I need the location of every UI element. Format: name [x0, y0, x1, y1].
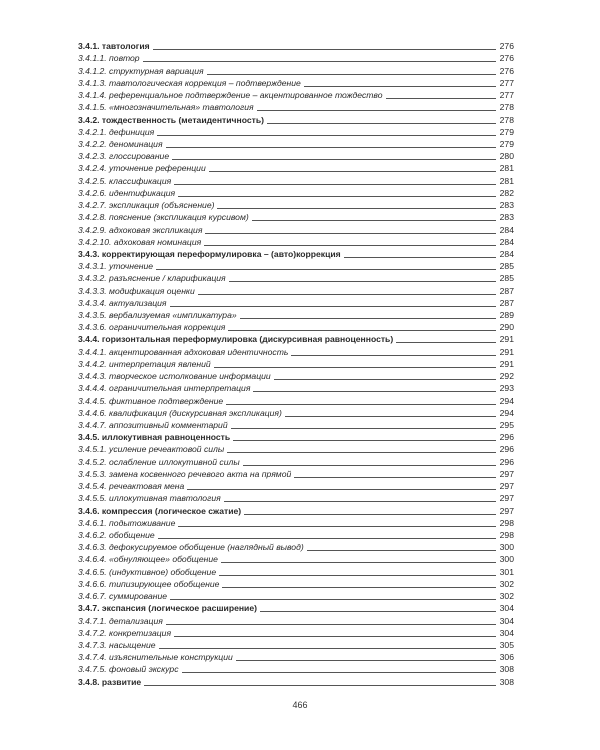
toc-subsection-entry: [78, 297, 514, 309]
toc-entry-label: 3.4.2.8. пояснение (экспликация курсивом): [78, 212, 249, 223]
toc-subsection-entry: [78, 382, 514, 394]
toc-leader-line: [252, 220, 496, 221]
toc-leader-line: [182, 672, 496, 673]
toc-entry-label: 3.4.1.5. «многозначительная» тавтология: [78, 102, 254, 113]
toc-subsection-entry: [78, 578, 514, 590]
toc-leader-line: [222, 587, 496, 588]
toc-subsection-entry: [78, 370, 514, 382]
toc-subsection-entry: [78, 480, 514, 492]
toc-subsection-entry: [78, 223, 514, 235]
toc-subsection-entry: [78, 284, 514, 296]
toc-entry-page: 298: [499, 517, 514, 528]
toc-subsection-entry: [78, 614, 514, 626]
toc-entry-page: 291: [499, 334, 514, 345]
toc-entry-label: 3.4.3.5. вербализуемая «импликатура»: [78, 310, 237, 321]
toc-entry-label: 3.4.3.6. ограничительная коррекция: [78, 322, 226, 333]
toc-subsection-entry: [78, 443, 514, 455]
toc-entry-page: 291: [499, 358, 514, 369]
toc-subsection-entry: [78, 89, 514, 101]
toc-entry-page: 296: [499, 444, 514, 455]
toc-section-entry: [78, 333, 514, 345]
toc-leader-line: [285, 416, 496, 417]
page-number: 466: [292, 700, 308, 710]
toc-leader-line: [386, 98, 496, 99]
toc-entry-label: 3.4.4. горизонтальная переформулировка (дискурсивная равноценность): [78, 334, 394, 345]
toc-leader-line: [226, 404, 496, 405]
toc-entry-page: 292: [499, 371, 514, 382]
toc-leader-line: [166, 624, 496, 625]
toc-subsection-entry: [78, 162, 514, 174]
toc-entry-label: 3.4.4.6. квалификация (дискурсивная экспликация): [78, 407, 282, 418]
toc-entry-label: 3.4.6. компрессия (логическое сжатие): [78, 505, 242, 516]
toc-subsection-entry: [78, 174, 514, 186]
toc-entry-page: 284: [499, 236, 514, 247]
toc-leader-line: [170, 306, 496, 307]
toc-entry-page: 304: [499, 627, 514, 638]
toc-subsection-entry: [78, 187, 514, 199]
toc-subsection-entry: [78, 150, 514, 162]
toc-leader-line: [144, 685, 496, 686]
toc-section-entry: [78, 431, 514, 443]
toc-entry-label: 3.4.1.3. тавтологическая коррекция – подтверждение: [78, 77, 301, 88]
toc-entry-label: 3.4.7.4. изъяснительные конструкции: [78, 652, 233, 663]
toc-leader-line: [304, 86, 496, 87]
toc-subsection-entry: [78, 455, 514, 467]
toc-subsection-entry: [78, 52, 514, 64]
toc-entry-page: 302: [499, 591, 514, 602]
toc-subsection-entry: [78, 529, 514, 541]
toc-entry-page: 297: [499, 468, 514, 479]
toc-entry-page: 306: [499, 652, 514, 663]
toc-leader-line: [207, 74, 496, 75]
toc-subsection-entry: [78, 468, 514, 480]
toc-entry-label: 3.4.7.3. насыщение: [78, 639, 156, 650]
toc-subsection-entry: [78, 565, 514, 577]
toc-entry-label: 3.4.6.3. дефокусируемое обобщение (наглядный вывод): [78, 542, 304, 553]
toc-subsection-entry: [78, 309, 514, 321]
toc-entry-label: 3.4.3.3. модификация оценки: [78, 285, 195, 296]
toc-entry-label: 3.4.2.7. экспликация (объяснение): [78, 200, 215, 211]
toc-entry-page: 276: [499, 41, 514, 52]
toc-subsection-entry: [78, 77, 514, 89]
toc-subsection-entry: [78, 345, 514, 357]
toc-subsection-entry: [78, 492, 514, 504]
toc-leader-line: [187, 489, 496, 490]
toc-entry-page: 295: [499, 420, 514, 430]
toc-leader-line: [198, 294, 496, 295]
toc-entry-label: 3.4.7.2. конкретизация: [78, 627, 172, 638]
toc-entry-label: 3.4.6.4. «обнуляющее» обобщение: [78, 554, 218, 565]
toc-entry-page: 285: [499, 261, 514, 272]
toc-subsection-entry: [78, 639, 514, 651]
toc-leader-line: [170, 599, 496, 600]
toc-leader-line: [178, 526, 496, 527]
toc-leader-line: [233, 440, 496, 441]
toc-entry-page: 304: [499, 615, 514, 626]
toc-leader-line: [224, 501, 496, 502]
toc-leader-line: [219, 575, 496, 576]
toc-leader-line: [294, 477, 496, 478]
toc-entry-label: 3.4.2.2. деноминация: [78, 138, 163, 149]
toc-subsection-entry: [78, 590, 514, 602]
toc-entry-label: 3.4.2.3. глоссирование: [78, 151, 170, 162]
toc-entry-label: 3.4.5.1. усиление речеактовой силы: [78, 444, 225, 455]
toc-entry-label: 3.4.4.5. фиктивное подтверждение: [78, 395, 224, 406]
toc-section-entry: [78, 40, 514, 52]
toc-entry-label: 3.4.3.1. уточнение: [78, 261, 154, 272]
toc-entry-label: 3.4.2. тождественность (метаидентичность): [78, 114, 264, 125]
toc-entry-label: 3.4.3.2. разъяснение / кларификация: [78, 273, 226, 284]
toc-subsection-entry: [78, 419, 514, 431]
toc-subsection-entry: [78, 272, 514, 284]
toc-entry-page: 300: [499, 542, 514, 553]
toc-entry-label: 3.4.6.1. подытоживание: [78, 517, 176, 528]
toc-entry-label: 3.4.7.5. фоновый экскурс: [78, 664, 179, 675]
toc-entry-label: 3.4.2.10. адхоковая номинация: [78, 236, 202, 247]
toc-leader-line: [267, 123, 496, 124]
toc-entry-label: 3.4.2.5. классификация: [78, 175, 172, 186]
toc-entry-label: 3.4.1.2. структурная вариация: [78, 65, 204, 76]
toc-entry-label: 3.4.6.2. обобщение: [78, 529, 155, 540]
toc-entry-page: 294: [499, 407, 514, 418]
toc-leader-line: [205, 233, 496, 234]
toc-section-entry: [78, 504, 514, 516]
toc-entry-label: 3.4.4.4. ограничительная интерпретация: [78, 383, 251, 394]
toc-entry-page: 283: [499, 200, 514, 211]
toc-entry-label: 3.4.2.4. уточнение референции: [78, 163, 206, 174]
toc-entry-page: 287: [499, 297, 514, 308]
toc-entry-page: 279: [499, 138, 514, 149]
toc-subsection-entry: [78, 126, 514, 138]
toc-subsection-entry: [78, 199, 514, 211]
toc-entry-label: 3.4.6.7. суммирование: [78, 591, 168, 602]
toc-entry-page: 294: [499, 395, 514, 406]
toc-leader-line: [291, 355, 496, 356]
toc-subsection-entry: [78, 553, 514, 565]
toc-leader-line: [253, 391, 496, 392]
toc-leader-line: [236, 660, 496, 661]
toc-subsection-entry: [78, 138, 514, 150]
toc-section-entry: [78, 675, 514, 687]
toc-entry-label: 3.4.2.9. адхоковая экспликация: [78, 224, 203, 235]
toc-leader-line: [172, 159, 496, 160]
toc-leader-line: [244, 514, 496, 515]
toc-entry-page: 282: [499, 187, 514, 198]
toc-section-entry: [78, 602, 514, 614]
toc-entry-label: 3.4.5.5. иллокутивная тавтология: [78, 493, 221, 504]
toc-entry-page: 297: [499, 481, 514, 492]
toc-entry-page: 276: [499, 65, 514, 76]
toc-entry-page: 300: [499, 554, 514, 565]
toc-leader-line: [214, 367, 496, 368]
toc-leader-line: [157, 135, 496, 136]
toc-leader-line: [307, 550, 496, 551]
toc-entry-page: 298: [499, 529, 514, 540]
toc-entry-label: 3.4.4.1. акцентированная адхоковая идентичность: [78, 346, 289, 357]
toc-entry-label: 3.4.5.4. речеактовая мена: [78, 481, 185, 492]
toc-entry-page: 302: [499, 578, 514, 589]
toc-entry-page: 277: [499, 77, 514, 88]
toc-entry-page: 281: [499, 163, 514, 174]
toc-entry-page: 290: [499, 322, 514, 333]
toc-entry-page: 293: [499, 383, 514, 394]
toc-leader-line: [243, 465, 496, 466]
toc-entry-page: 280: [499, 151, 514, 162]
toc-entry-label: 3.4.3.4. актуализация: [78, 297, 167, 308]
toc-subsection-entry: [78, 358, 514, 370]
toc-subsection-entry: [78, 101, 514, 113]
toc-leader-line: [229, 281, 496, 282]
toc-entry-label: 3.4.6.5. (индуктивное) обобщение: [78, 566, 217, 577]
toc-entry-label: 3.4.3. корректирующая переформулировка – (авто)коррекция: [78, 248, 341, 259]
toc-entry-page: 283: [499, 212, 514, 223]
toc-subsection-entry: [78, 541, 514, 553]
toc-subsection-entry: [78, 236, 514, 248]
toc-entry-page: 308: [499, 664, 514, 675]
toc-leader-line: [174, 636, 496, 637]
toc-entry-label: 3.4.1. тавтология: [78, 41, 150, 52]
toc-leader-line: [240, 318, 496, 319]
toc-entry-label: 3.4.6.6. типизирующее обобщение: [78, 578, 220, 589]
toc-entry-page: 284: [499, 248, 514, 259]
toc-entry-label: 3.4.1.4. референциальное подтверждение – акцентированное тождество: [78, 90, 383, 101]
toc-entry-label: 3.4.7.1. детализация: [78, 615, 163, 626]
toc-entry-page: 297: [499, 505, 514, 516]
toc-subsection-entry: [78, 517, 514, 529]
toc-subsection-entry: [78, 627, 514, 639]
toc-entry-page: 279: [499, 126, 514, 137]
toc-leader-line: [209, 171, 496, 172]
toc-entry-page: 304: [499, 603, 514, 614]
toc-leader-line: [204, 245, 496, 246]
toc-entry-page: 297: [499, 493, 514, 504]
toc-entry-page: 278: [499, 114, 514, 125]
toc-entry-page: 281: [499, 175, 514, 186]
toc-section-entry: [78, 113, 514, 125]
toc-entry-page: 278: [499, 102, 514, 113]
toc-leader-line: [274, 379, 496, 380]
toc-entry-page: 287: [499, 285, 514, 296]
toc-leader-line: [178, 196, 496, 197]
toc-entry-label: 3.4.4.7. аппозитивный комментарий: [78, 420, 228, 430]
toc-entry-page: 305: [499, 639, 514, 650]
toc-entry-page: 289: [499, 310, 514, 321]
toc-subsection-entry: [78, 64, 514, 76]
toc-entry-label: 3.4.4.3. творческое истолкование информации: [78, 371, 271, 382]
toc-subsection-entry: [78, 407, 514, 419]
toc-subsection-entry: [78, 321, 514, 333]
toc-entry-label: 3.4.2.1. дефиниция: [78, 126, 155, 137]
toc-entry-page: 308: [499, 676, 514, 687]
toc-leader-line: [217, 208, 496, 209]
toc-entry-label: 3.4.4.2. интерпретация явлений: [78, 358, 211, 369]
toc-leader-line: [231, 428, 496, 429]
toc-subsection-entry: [78, 394, 514, 406]
toc-leader-line: [166, 147, 496, 148]
toc-subsection-entry: [78, 260, 514, 272]
toc-entry-label: 3.4.5. иллокутивная равноценность: [78, 432, 231, 443]
toc-section-entry: [78, 248, 514, 260]
toc-entry-page: 276: [499, 53, 514, 64]
toc-entry-page: 285: [499, 273, 514, 284]
toc-entry-label: 3.4.8. развитие: [78, 676, 142, 687]
toc-entry-label: 3.4.7. экспансия (логическое расширение): [78, 603, 257, 614]
toc-leader-line: [159, 648, 496, 649]
toc-leader-line: [260, 611, 496, 612]
toc-entry-page: 284: [499, 224, 514, 235]
toc-leader-line: [221, 562, 496, 563]
toc-entry-label: 3.4.2.6. идентификация: [78, 187, 176, 198]
toc-entry-label: 3.4.5.3. замена косвенного речевого акта на прямой: [78, 468, 292, 479]
table-of-contents: [78, 40, 514, 688]
toc-subsection-entry: [78, 663, 514, 675]
toc-subsection-entry: [78, 211, 514, 223]
toc-leader-line: [344, 257, 496, 258]
toc-leader-line: [257, 110, 496, 111]
toc-leader-line: [228, 330, 496, 331]
toc-entry-page: 277: [499, 90, 514, 101]
toc-leader-line: [174, 184, 496, 185]
toc-entry-label: 3.4.1.1. повтор: [78, 53, 140, 64]
toc-leader-line: [156, 269, 496, 270]
toc-entry-page: 296: [499, 432, 514, 443]
toc-entry-label: 3.4.5.2. ослабление иллокутивной силы: [78, 456, 240, 467]
toc-subsection-entry: [78, 651, 514, 663]
toc-leader-line: [153, 49, 496, 50]
toc-leader-line: [227, 452, 496, 453]
toc-entry-page: 296: [499, 456, 514, 467]
toc-leader-line: [396, 342, 496, 343]
toc-entry-page: 301: [499, 566, 514, 577]
toc-entry-page: 291: [499, 346, 514, 357]
toc-leader-line: [158, 538, 496, 539]
toc-leader-line: [143, 61, 496, 62]
